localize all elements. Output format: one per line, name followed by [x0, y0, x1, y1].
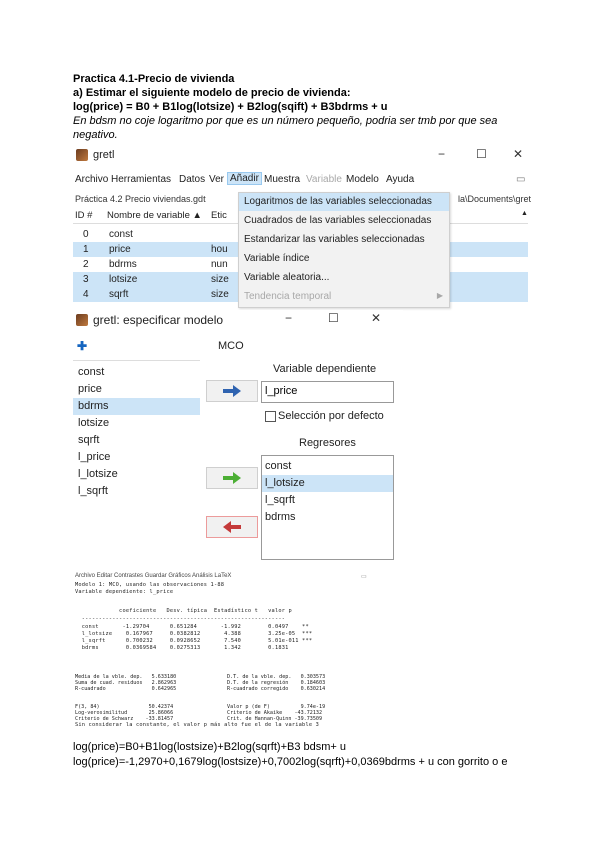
row-name: price [109, 244, 131, 255]
set-dependent-button[interactable] [206, 380, 258, 402]
row-id: 3 [83, 274, 89, 285]
maximize-icon[interactable]: ☐ [476, 147, 487, 161]
note-line-1: En bdsm no coje logaritmo por que es un número pequeño, podria ser tmb por que sea [73, 115, 498, 127]
practice-title: Practica 4.1-Precio de vivienda [73, 73, 235, 85]
list-item[interactable]: l_price [78, 451, 111, 463]
close-icon[interactable]: ✕ [371, 311, 382, 325]
scroll-up-icon[interactable]: ▲ [521, 210, 528, 217]
remove-regressor-button[interactable] [206, 516, 258, 538]
menu-modelo[interactable]: Modelo [346, 174, 379, 185]
row-label: size [211, 289, 229, 300]
right-arrow-icon [223, 385, 241, 397]
toolbar-icon[interactable]: ▭ [516, 174, 526, 185]
menu-item-cuadrados[interactable]: Cuadrados de las variables seleccionadas [244, 215, 432, 226]
close-icon[interactable]: ✕ [513, 147, 524, 161]
output-line: bdrms 0.0369584 0.0275313 1.342 0.1831 [75, 645, 289, 651]
output-line: Variable dependiente: l_price [75, 589, 174, 595]
note-paragraph [73, 114, 528, 142]
submenu-arrow-icon: ▶ [436, 291, 443, 300]
list-item[interactable]: const [265, 460, 292, 472]
add-variable-icon[interactable]: ✚ [77, 339, 88, 353]
specify-model-dialog [73, 310, 403, 560]
regressors-label: Regresores [299, 437, 356, 449]
output-line: coeficiente Desv. típica Estadístico t valor p [75, 608, 292, 614]
minimize-icon[interactable]: − [285, 311, 293, 325]
menu-ayuda[interactable]: Ayuda [386, 174, 415, 185]
regressors-list [261, 455, 394, 560]
right-arrow-icon [223, 472, 241, 484]
maximize-icon[interactable]: ☐ [328, 311, 339, 325]
add-regressor-button[interactable] [206, 467, 258, 489]
estimation-method: MCO [218, 340, 244, 352]
menu-anadir[interactable]: Añadir [227, 172, 262, 185]
default-selection-checkbox[interactable] [265, 411, 276, 422]
anadir-dropdown-menu [238, 192, 450, 308]
minimize-icon[interactable]: − [438, 147, 446, 161]
equation-general: log(price)=B0+B1log(lostsize)+B2log(sqrft)+B3 bdsm+ u [73, 741, 346, 753]
menu-bar [73, 172, 528, 188]
menu-item-tendencia-temporal[interactable]: Tendencia temporal ▶ [244, 291, 443, 302]
menu-datos[interactable]: Datos [179, 174, 206, 185]
list-item[interactable]: lotsize [78, 417, 110, 429]
menu-archivo[interactable]: Archivo [75, 174, 109, 185]
variable-list [73, 360, 200, 561]
window-title: gretl [93, 149, 115, 161]
left-arrow-icon [223, 521, 241, 533]
menu-item-variable-aleatoria[interactable]: Variable aleatoria... [244, 272, 330, 283]
window-titlebar [73, 145, 528, 167]
dependent-variable-field[interactable]: l_price [261, 381, 394, 403]
document-heading [73, 72, 387, 114]
column-label[interactable]: Etic [211, 210, 227, 221]
row-label: hou [211, 244, 228, 255]
menu-variable[interactable]: Variable [306, 174, 342, 185]
output-line: Modelo 1: MCO, usando las observaciones 1-88 [75, 582, 225, 588]
menu-item-estandarizar[interactable]: Estandarizar las variables seleccionadas [244, 234, 425, 245]
list-item[interactable]: sqrft [78, 434, 100, 446]
menu-ver[interactable]: Ver [209, 174, 225, 185]
output-line: l_lotsize 0.167967 0.0382812 4.388 3.25e-05 *** [75, 631, 313, 637]
dialog-title: gretl: especificar modelo [93, 313, 224, 327]
default-selection-label: Selección por defecto [278, 410, 384, 422]
column-name[interactable]: Nombre de variable ▲ [107, 210, 202, 221]
row-label: nun [211, 259, 228, 270]
output-line: ------------------------------------------------------------ [75, 616, 286, 622]
gretl-app-icon [76, 314, 88, 326]
menu-muestra[interactable]: Muestra [264, 174, 301, 185]
row-name: const [109, 229, 133, 240]
row-id: 2 [83, 259, 89, 270]
menu-item-variable-indice[interactable]: Variable índice [244, 253, 310, 264]
list-item[interactable]: price [78, 383, 102, 395]
row-id: 4 [83, 289, 89, 300]
stats-right: D.T. de la vble. dep. 0.303573 D.T. de la regresión 0.184603 R-cuadrado corregido 0.630214 Valor p (de F) 9.74e-19 Criterio de Akaike -43.72132 Crit. de Hannan-Quinn -39.73509 [227, 674, 326, 722]
model-equation: log(price) = B0 + B1log(lotsize) + B2log(sqift) + B3bdrms + u [73, 101, 388, 113]
note-line-2: negativo. [73, 129, 118, 141]
equation-estimated: log(price)=-1,2970+0,1679log(lostsize)+0,7002log(sqrft)+0,0369bdrms + u con gorrito o e [73, 756, 508, 768]
row-name: bdrms [109, 259, 137, 270]
gretl-main-window [73, 145, 532, 305]
output-menu-bar[interactable]: Archivo Editar Contrastes Guardar Gráficos Análisis LaTeX [75, 573, 232, 579]
row-name: lotsize [109, 274, 138, 285]
row-id: 0 [83, 229, 89, 240]
column-id[interactable]: ID # [75, 210, 93, 221]
list-item[interactable]: l_lotsize [262, 475, 393, 492]
menu-item-logaritmos[interactable]: Logaritmos de las variables seleccionadas [239, 193, 449, 211]
list-item[interactable]: l_lotsize [78, 468, 118, 480]
output-footer: Sin considerar la constante, el valor p más alto fue el de la variable 3 [75, 722, 320, 728]
list-item[interactable]: const [78, 366, 105, 378]
list-item[interactable]: bdrms [73, 398, 200, 415]
row-label: size [211, 274, 229, 285]
dataset-filename: Práctica 4.2 Precio viviendas.gdt [75, 194, 206, 204]
dataset-directory: la\Documents\gret [458, 194, 532, 204]
task-statement: a) Estimar el siguiente modelo de precio de vivienda: [73, 87, 351, 99]
list-item[interactable]: bdrms [265, 511, 296, 523]
stats-left: Media de la vble. dep. 5.633180 Suma de cuad. residuos 2.862963 R-cuadrado 0.642965 F(3, 84) 50.42374 Log-verosimilitud 25.86066 Criterio de Schwarz -33.81457 [75, 674, 177, 722]
output-toolbar-icon[interactable]: ▭ [361, 574, 367, 580]
model-output-window [73, 572, 375, 734]
row-name: sqrft [109, 289, 129, 300]
list-item[interactable]: l_sqrft [78, 485, 108, 497]
row-id: 1 [83, 244, 89, 255]
menu-herramientas[interactable]: Herramientas [111, 174, 172, 185]
output-line: const -1.29704 0.651284 -1.992 0.0497 ** [75, 624, 309, 630]
dependent-variable-label: Variable dependiente [273, 363, 377, 375]
list-item[interactable]: l_sqrft [265, 494, 295, 506]
gretl-app-icon [76, 149, 88, 161]
output-line: l_sqrft 0.700232 0.0928652 7.540 5.01e-011 *** [75, 638, 313, 644]
